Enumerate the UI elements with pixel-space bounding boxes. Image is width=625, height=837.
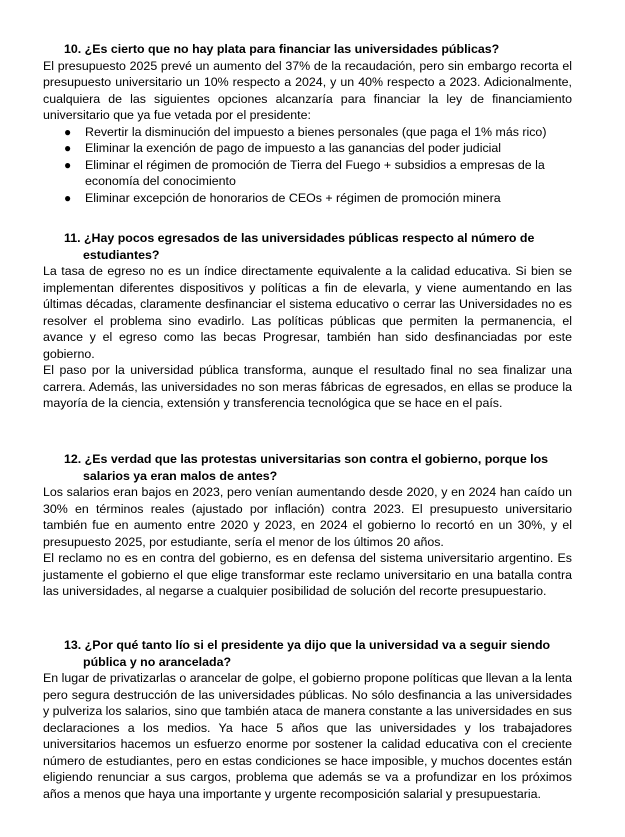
question-11-paragraph-1: La tasa de egreso no es un índice directamente equivalente a la calidad educativa. Si bien se implementan diferentes dispositivos y políticas a fin de elevarla, y viene aumentando en las últimas décadas, claramente desfinanciar el sistema educativo o cerrar las Universidades no es resolver el problema sino evadirlo. Las políticas públicas que permiten la permanencia, el avance y el egreso como las becas Progresar, también han sido desfinanciadas por este gobierno. xyxy=(43,264,572,361)
bullet-text: Eliminar excepción de honorarios de CEOs + régimen de promoción minera xyxy=(85,190,501,205)
question-11-title: 11. ¿Hay pocos egresados de las universidades públicas respecto al número de estudiantes? xyxy=(64,231,535,262)
list-item xyxy=(43,140,572,157)
bullet-text: Revertir la disminución del impuesto a bienes personales (que paga el 1% más rico) xyxy=(85,124,547,139)
bullet-text: Eliminar el régimen de promoción de Tierra del Fuego + subsidios a empresas de la economía del conocimiento xyxy=(85,157,545,188)
question-12-paragraph-1: Los salarios eran bajos en 2023, pero venían aumentando desde 2020, y en 2024 han caído un 30% en términos reales (ajustado por inflación) contra 2023. El presupuesto universitario también fue en aumento entre 2020 y 2023, en 2024 el gobierno lo recortó en un 30%, y el presupuesto 2025, por estudiante, sería el menor de los últimos 20 años. xyxy=(43,485,572,549)
question-13-title: 13. ¿Por qué tanto lío si el presidente ya dijo que la universidad va a seguir siendo pública y no arancelada? xyxy=(64,638,551,669)
question-10-bullet-list xyxy=(43,124,572,207)
list-item xyxy=(43,190,572,207)
question-10-title: 10. ¿Es cierto que no hay plata para financiar las universidades públicas? xyxy=(64,42,500,56)
question-11-section xyxy=(43,230,572,412)
question-10-section xyxy=(43,41,572,206)
question-11-paragraph-2: El paso por la universidad pública transforma, aunque el resultado final no sea finalizar una carrera. Además, las universidades no son meras fábricas de egresados, en ellas se produce la mayoría de la ciencia, extensión y transferencia tecnológica que se hace en el país. xyxy=(43,363,572,410)
bullet-icon: ● xyxy=(64,124,72,139)
question-10-paragraph-1: El presupuesto 2025 prevé un aumento del 37% de la recaudación, pero sin embargo recorta el presupuesto universitario un 10% respecto a 2024, y un 40% respecto a 2023. Adicionalmente, cualquiera de las siguientes opciones alcanzaría para financiar la ley de financiamiento universitario que ya fue vetada por el presidente: xyxy=(43,58,572,122)
question-13-paragraph-1: En lugar de privatizarlas o arancelar de golpe, el gobierno propone políticas que llevan a la lenta pero segura destrucción de las universidades públicas. No sólo desfinancia a las universidades y pulveriza los salarios, sino que también ataca de manera constante a las universidades en sus declaraciones a los medios. Ya hace 5 años que las universidades y los trabajadores universitarios hacemos un esfuerzo enorme por sostener la calidad educativa con el creciente número de estudiantes, pero en estas condiciones se hace imposible, y muchos docentes están eligiendo renunciar a sus cargos, problema que además se va a profundizar en los próximos años a menos que haya una importante y urgente recomposición salarial y presupuestaria. xyxy=(43,671,573,801)
bullet-icon: ● xyxy=(64,157,72,172)
bullet-icon: ● xyxy=(64,190,72,205)
list-item xyxy=(43,124,572,141)
bullet-text: Eliminar la exención de pago de impuesto a las ganancias del poder judicial xyxy=(85,141,502,155)
question-12-section xyxy=(43,451,572,600)
list-item xyxy=(43,157,572,190)
bullet-icon: ● xyxy=(64,141,72,155)
question-13-section xyxy=(43,637,572,802)
question-12-title: 12. ¿Es verdad que las protestas universitarias son contra el gobierno, porque los salarios ya eran malos de antes? xyxy=(64,452,549,483)
question-12-paragraph-2: El reclamo no es en contra del gobierno, es en defensa del sistema universitario argentino. Es justamente el gobierno el que elige transformar este reclamo universitario en una batalla contra las universidades, al negarse a cualquier posibilidad de solución del recorte presupuestario. xyxy=(43,551,572,598)
